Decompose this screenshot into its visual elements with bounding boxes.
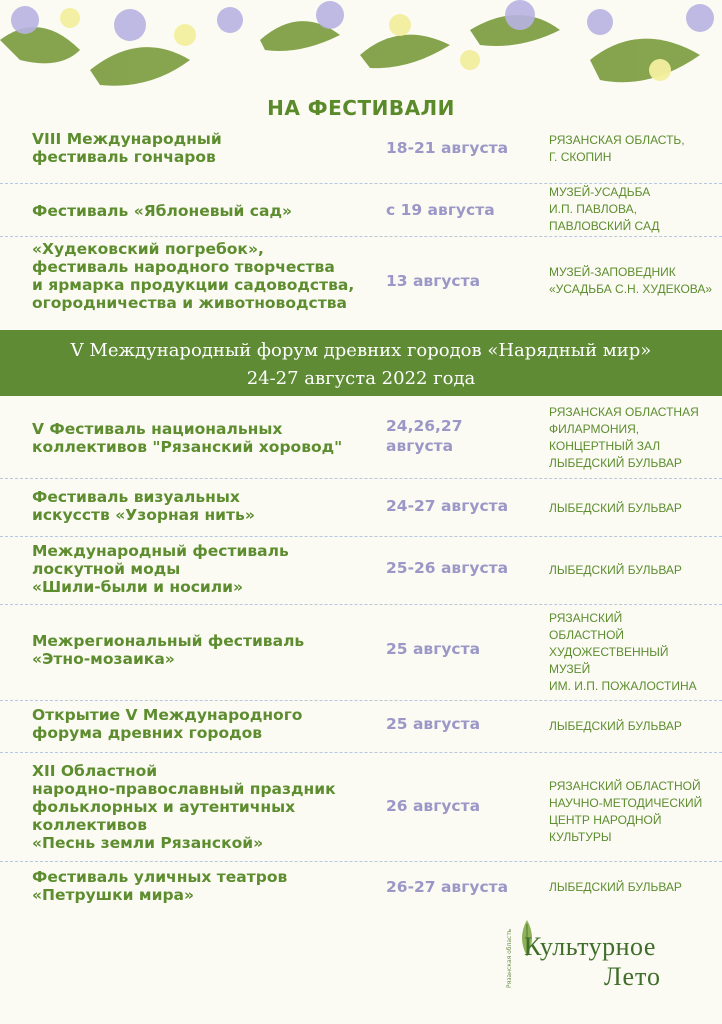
logo-region: Рязанская область	[506, 928, 513, 988]
event-name: Фестиваль «Яблоневый сад»	[32, 202, 292, 220]
event-date: 13 августа	[386, 272, 481, 290]
dashed-divider	[0, 236, 722, 237]
floral-ornament	[0, 0, 722, 110]
event-date: 26-27 августа	[386, 878, 509, 896]
event-date: 25-26 августа	[386, 559, 509, 577]
event-date: 24-27 августа	[386, 497, 509, 515]
event-name: Фестиваль уличных театров «Петрушки мира»	[32, 868, 288, 904]
dashed-divider	[0, 604, 722, 605]
event-place: ЛЫБЕДСКИЙ БУЛЬВАР	[549, 563, 682, 577]
forum-title: V Международный форум древних городов «Нарядный мир»	[70, 340, 652, 361]
event-name: V Фестиваль национальных коллективов "Рязанский хоровод"	[32, 420, 343, 456]
event-place: РЯЗАНСКИЙ ОБЛАСТНОЙ ХУДОЖЕСТВЕННЫЙ МУЗЕЙ ИМ. И.П. ПОЖАЛОСТИНА	[549, 611, 697, 693]
forum-dates: 24-27 августа 2022 года	[246, 368, 476, 389]
event-place: МУЗЕЙ-УСАДЬБА И.П. ПАВЛОВА, ПАВЛОВСКИЙ САД	[549, 185, 660, 233]
event-date: с 19 августа	[386, 201, 495, 219]
event-place: ЛЫБЕДСКИЙ БУЛЬВАР	[549, 719, 682, 733]
event-date: 25 августа	[386, 715, 481, 733]
event-date: 25 августа	[386, 640, 481, 658]
logo-line2: Лето	[604, 962, 662, 991]
event-date: 26 августа	[386, 797, 481, 815]
logo-line1: Культурное	[524, 932, 656, 961]
event-name: Международный фестиваль лоскутной моды «Шили-были и носили»	[32, 542, 289, 596]
dashed-divider	[0, 752, 722, 753]
dashed-divider	[0, 536, 722, 537]
event-place: РЯЗАНСКИЙ ОБЛАСТНОЙ НАУЧНО-МЕТОДИЧЕСКИЙ ЦЕНТР НАРОДНОЙ КУЛЬТУРЫ	[549, 779, 703, 844]
event-place: ЛЫБЕДСКИЙ БУЛЬВАР	[549, 501, 682, 515]
event-place: МУЗЕЙ-ЗАПОВЕДНИК «УСАДЬБА С.Н. ХУДЕКОВА»	[549, 265, 713, 296]
event-date: 24,26,27 августа	[386, 417, 463, 455]
event-name: VIII Международный фестиваль гончаров	[32, 130, 222, 166]
dashed-divider	[0, 700, 722, 701]
event-name: Открытие V Международного форума древних городов	[32, 706, 303, 742]
event-name: Межрегиональный фестиваль «Этно-мозаика»	[32, 632, 305, 668]
section-title: НА ФЕСТИВАЛИ	[267, 96, 455, 120]
event-place: РЯЗАНСКАЯ ОБЛАСТНАЯ ФИЛАРМОНИЯ, КОНЦЕРТНЫЙ ЗАЛ ЛЫБЕДСКИЙ БУЛЬВАР	[549, 405, 699, 470]
dashed-divider	[0, 478, 722, 479]
event-place: ЛЫБЕДСКИЙ БУЛЬВАР	[549, 880, 682, 894]
event-name: «Худековский погребок», фестиваль народного творчества и ярмарка продукции садоводства, огородничества и животноводства	[32, 240, 355, 312]
kulturnoe-leto-logo	[504, 918, 694, 998]
forum-banner	[0, 330, 722, 396]
dashed-divider	[0, 861, 722, 862]
event-name: XII Областной народно-православный праздник фольклорных и аутентичных коллективов «Песнь земли Рязанской»	[32, 762, 336, 852]
event-name: Фестиваль визуальных искусств «Узорная нить»	[32, 488, 255, 524]
event-date: 18-21 августа	[386, 139, 509, 157]
event-place: РЯЗАНСКАЯ ОБЛАСТЬ, Г. СКОПИН	[549, 133, 685, 164]
